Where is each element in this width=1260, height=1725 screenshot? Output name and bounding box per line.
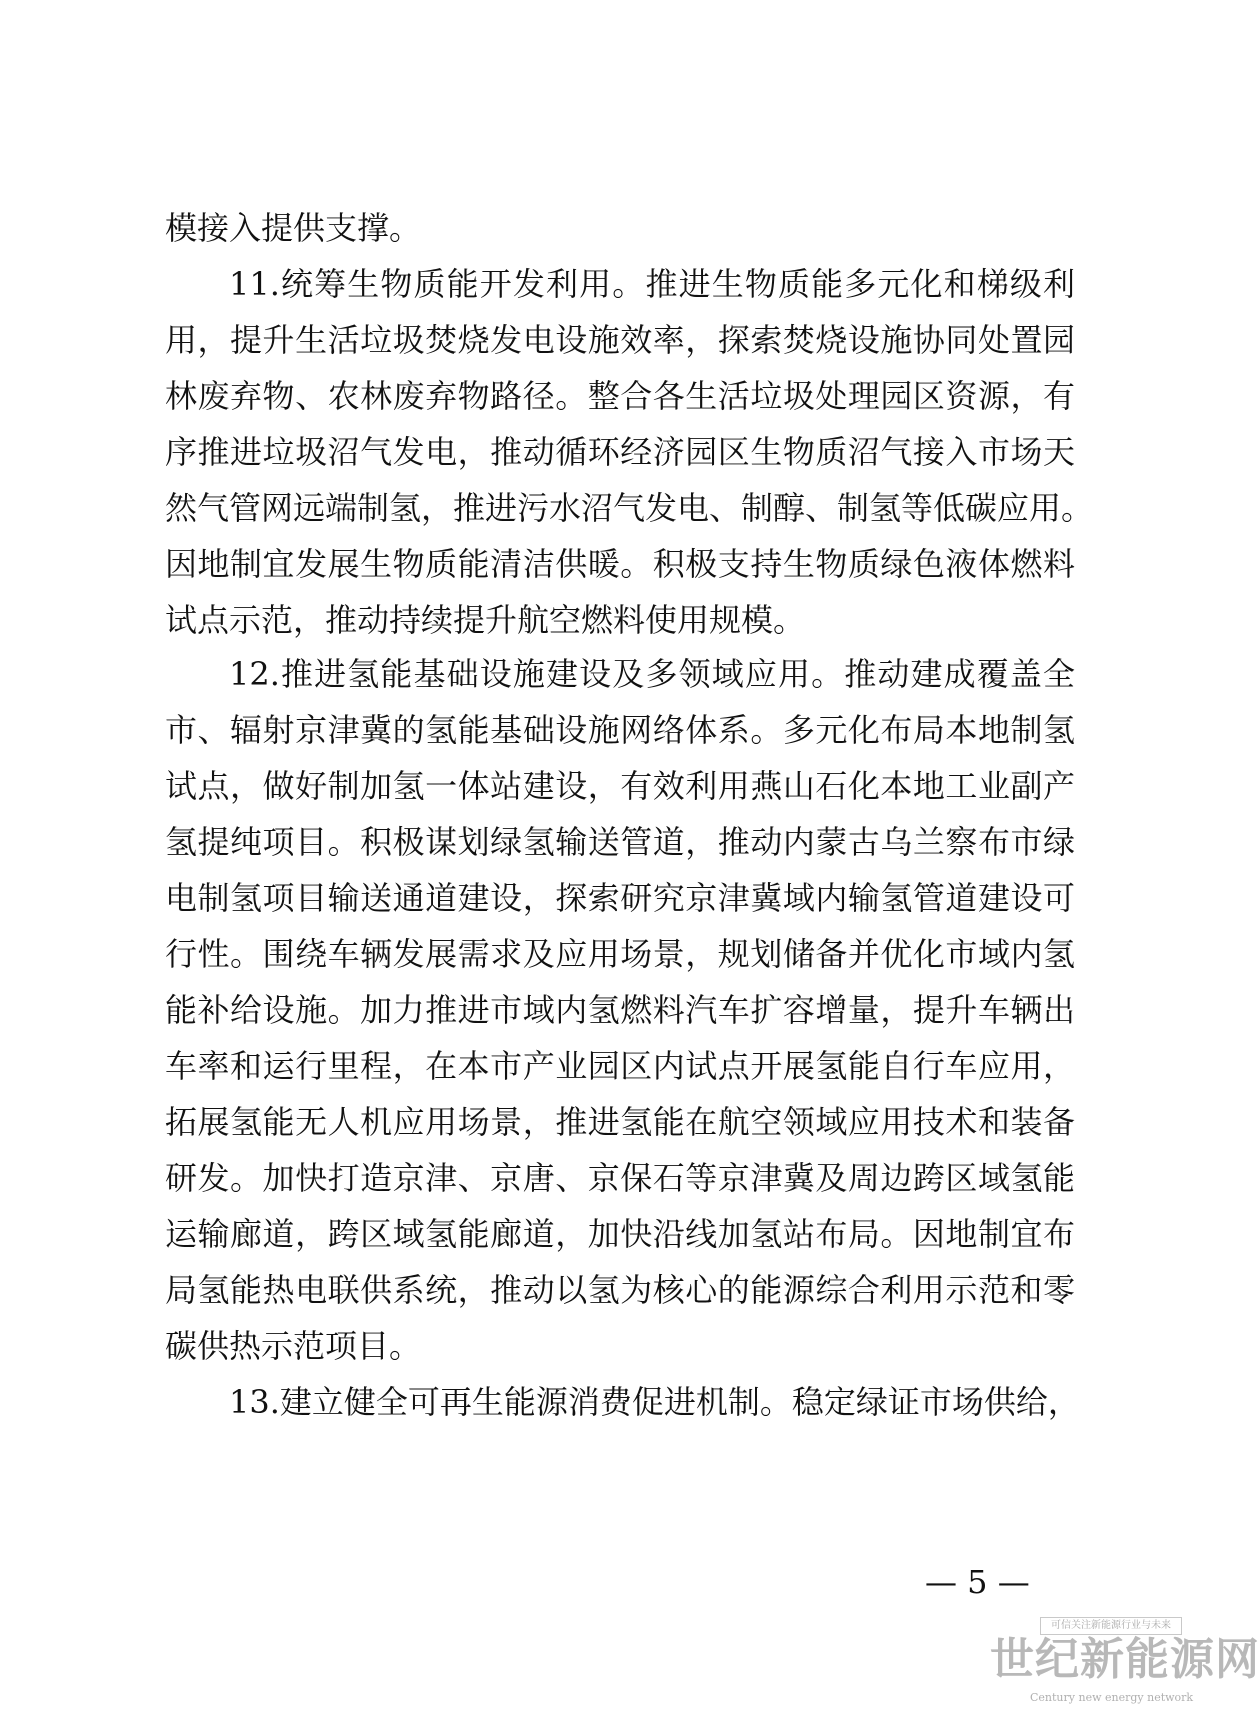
- page-number: — 5 —: [925, 1563, 1030, 1601]
- text-line: 因地制宜发展生物质能清洁供暖。积极支持生物质绿色液体燃料: [165, 545, 1075, 583]
- watermark-caption: 可信关注新能源行业与未来: [1040, 1617, 1182, 1635]
- text-line: 然气管网远端制氢，推进污水沼气发电、制醇、制氢等低碳应用。: [165, 489, 1094, 527]
- text-line: 11.统筹生物质能开发利用。推进生物质能多元化和梯级利: [229, 265, 1075, 303]
- watermark-logo: 世纪新能源网: [990, 1634, 1260, 1685]
- text-line: 试点示范，推动持续提升航空燃料使用规模。: [165, 601, 806, 639]
- text-line: 氢提纯项目。积极谋划绿氢输送管道，推动内蒙古乌兰察布市绿: [165, 823, 1075, 861]
- text-line: 市、辐射京津冀的氢能基础设施网络体系。多元化布局本地制氢: [165, 711, 1075, 749]
- text-line: 能补给设施。加力推进市域内氢燃料汽车扩容增量，提升车辆出: [165, 991, 1075, 1029]
- text-line: 模接入提供支撑。: [165, 209, 422, 247]
- text-line: 运输廊道，跨区域氢能廊道，加快沿线加氢站布局。因地制宜布: [165, 1215, 1075, 1253]
- text-line: 林废弃物、农林废弃物路径。整合各生活垃圾处理园区资源，有: [165, 377, 1075, 415]
- text-line: 序推进垃圾沼气发电，推动循环经济园区生物质沼气接入市场天: [165, 433, 1075, 471]
- text-line: 用，提升生活垃圾焚烧发电设施效率，探索焚烧设施协同处置园: [165, 321, 1075, 359]
- text-line: 行性。围绕车辆发展需求及应用场景，规划储备并优化市域内氢: [165, 935, 1075, 973]
- text-line: 13.建立健全可再生能源消费促进机制。稳定绿证市场供给，: [229, 1383, 1080, 1421]
- text-line: 局氢能热电联供系统，推动以氢为核心的能源综合利用示范和零: [165, 1271, 1075, 1309]
- text-line: 电制氢项目输送通道建设，探索研究京津冀域内输氢管道建设可: [165, 879, 1075, 917]
- text-line: 试点，做好制加氢一体站建设，有效利用燕山石化本地工业副产: [165, 767, 1075, 805]
- text-line: 12.推进氢能基础设施建设及多领域应用。推动建成覆盖全: [229, 655, 1075, 693]
- text-line: 碳供热示范项目。: [165, 1327, 422, 1365]
- watermark-subtitle: Century new energy network: [1030, 1691, 1194, 1704]
- text-line: 车率和运行里程，在本市产业园区内试点开展氢能自行车应用，: [165, 1047, 1075, 1085]
- text-line: 研发。加快打造京津、京唐、京保石等京津冀及周边跨区域氢能: [165, 1159, 1075, 1197]
- text-line: 拓展氢能无人机应用场景，推进氢能在航空领域应用技术和装备: [165, 1103, 1075, 1141]
